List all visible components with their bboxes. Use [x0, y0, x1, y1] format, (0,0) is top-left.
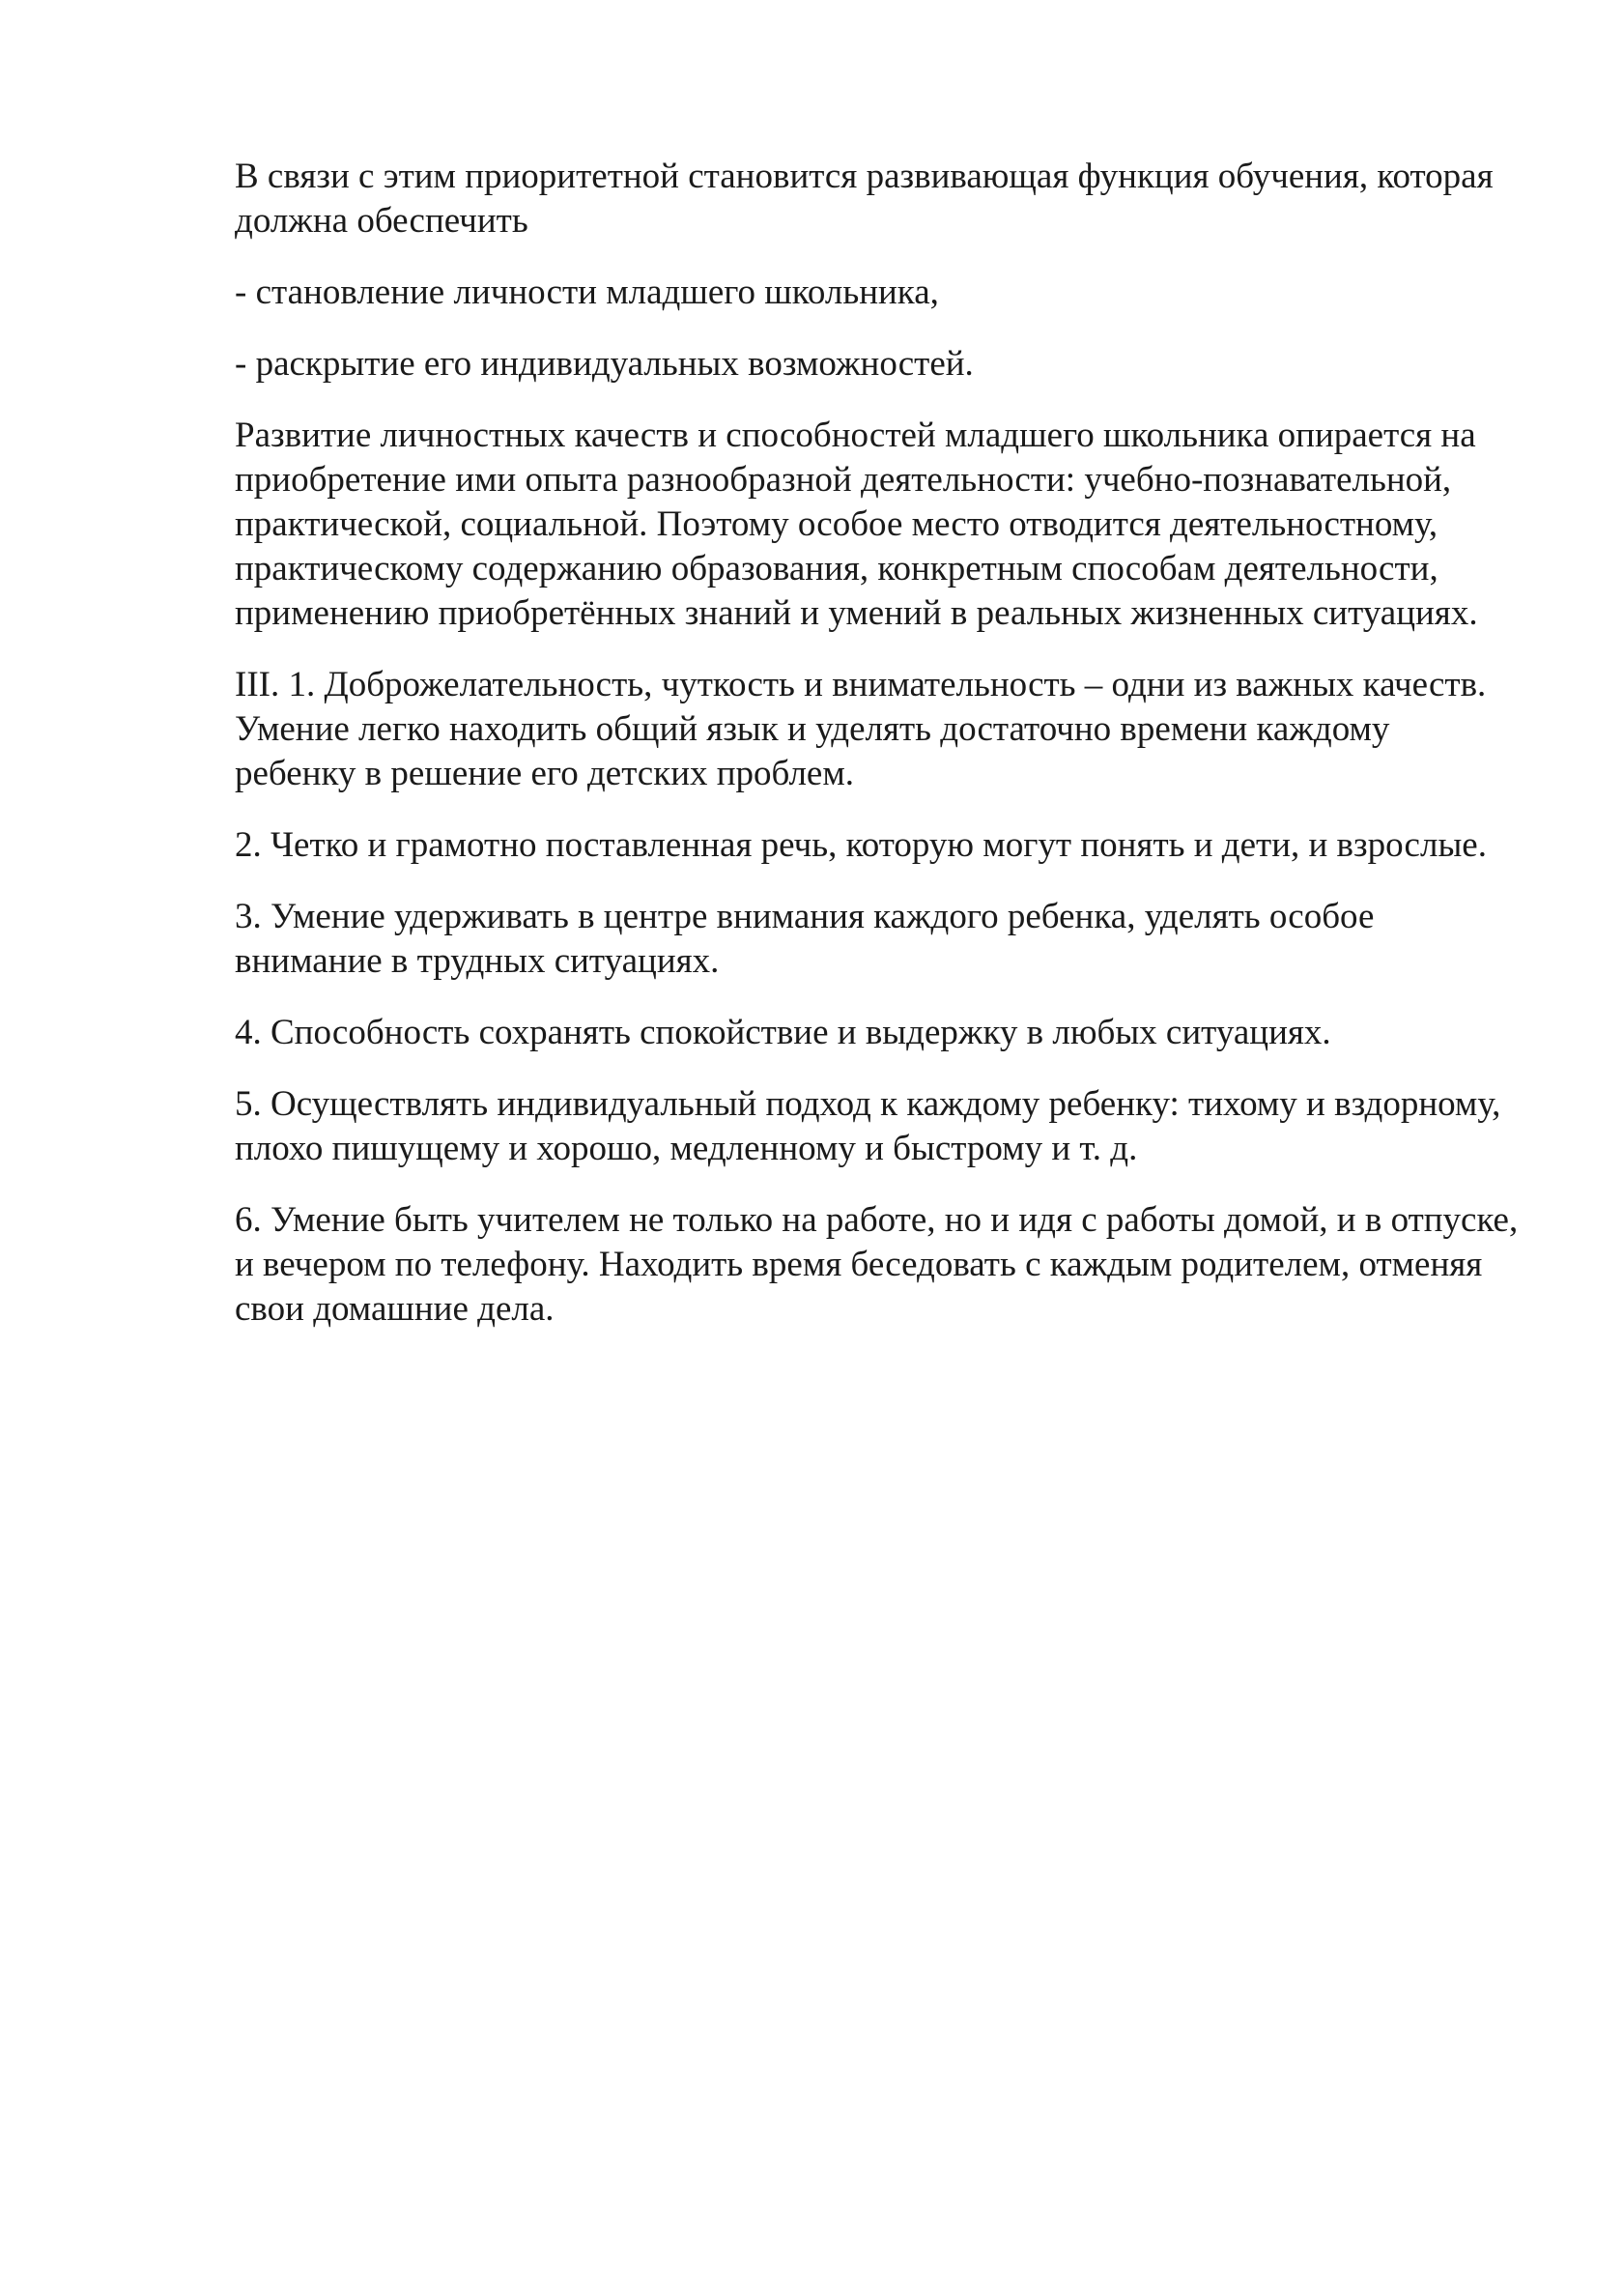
paragraph-quality-2: 2. Четко и грамотно поставленная речь, которую могут понять и дети, и взрослые. — [235, 825, 1487, 865]
paragraph-quality-5: 5. Осуществлять индивидуальный подход к каждому ребенку: тихому и вздорному, плохо пишущему и хорошо, медленному и быстрому и т. д. — [235, 1084, 1501, 1168]
paragraph-list-item-personality: - становление личности младшего школьника, — [235, 273, 939, 312]
paragraph-intro: В связи с этим приоритетной становится развивающая функция обучения, которая должна обеспечить — [235, 157, 1494, 241]
document-body — [235, 155, 1520, 1359]
paragraph-list-item-abilities: - раскрытие его индивидуальных возможностей. — [235, 344, 974, 384]
paragraph-development: Развитие личностных качеств и способностей младшего школьника опирается на приобретение ими опыта разнообразной деятельности: учебно-познавательной, практической, социальной. Поэтому особое место отводится деятельностному, практическому содержанию образования, конкретным способам деятельности, применению приобретённых знаний и умений в реальных жизненных ситуациях. — [235, 416, 1478, 633]
paragraph-quality-3: 3. Умение удерживать в центре внимания каждого ребенка, уделять особое внимание в трудных ситуациях. — [235, 897, 1375, 981]
paragraph-quality-6: 6. Умение быть учителем не только на работе, но и идя с работы домой, и в отпуске, и вечером по телефону. Находить время беседовать с каждым родителем, отменяя свои домашние дела. — [235, 1200, 1519, 1329]
paragraph-quality-4: 4. Способность сохранять спокойствие и выдержку в любых ситуациях. — [235, 1013, 1331, 1052]
paragraph-quality-1: III. 1. Доброжелательность, чуткость и внимательность – одни из важных качеств. Умение легко находить общий язык и уделять достаточно времени каждому ребенку в решение его детских проблем. — [235, 665, 1487, 793]
